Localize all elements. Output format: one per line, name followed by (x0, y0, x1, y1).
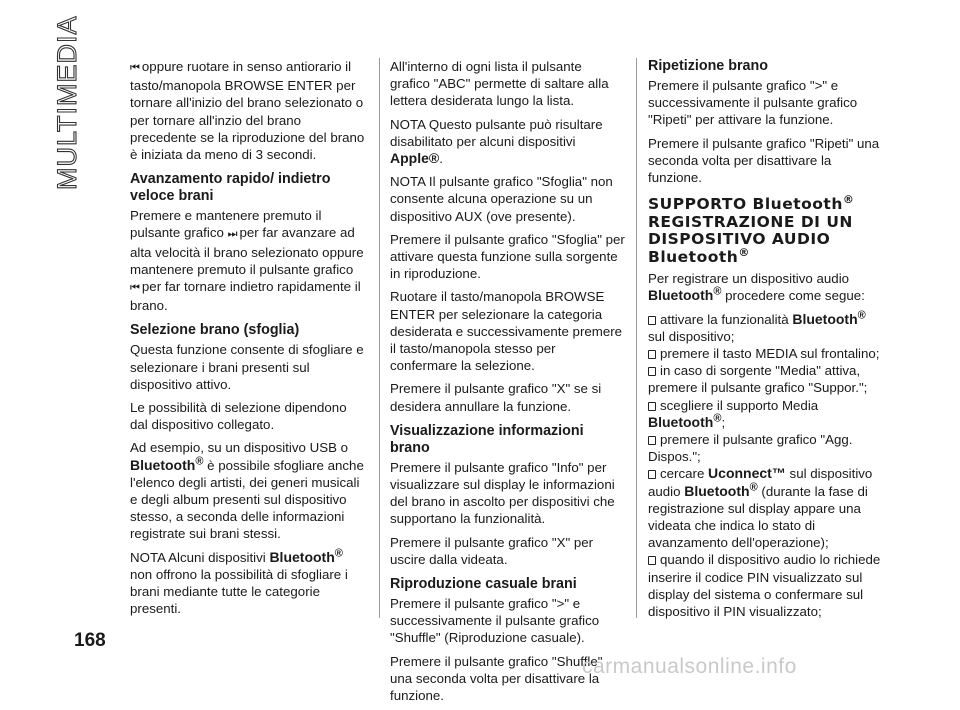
column-3 (648, 58, 883, 620)
list-item: quando il dispositivo audio lo richiede inserire il codice PIN visualizzato sul display del sistema o confermare sul dispositivo il PIN visualizzato; (648, 552, 881, 620)
list-item: premere il pulsante grafico "Agg. Dispos."; (648, 432, 853, 465)
list-item: premere il tasto MEDIA sul frontalino; (648, 345, 883, 362)
heading-repeat: Ripetizione brano (648, 58, 768, 74)
bluetooth-brand: Bluetooth (648, 287, 714, 304)
page-number: 168 (74, 630, 106, 651)
paragraph: All'interno di ogni lista il pulsante grafico "ABC" permette di saltare alla lettera desiderata lungo la lista. (390, 59, 609, 109)
skip-next-icon: ⏭ (227, 228, 236, 241)
bluetooth-brand: Bluetooth (269, 548, 335, 565)
paragraph: NOTA Il pulsante grafico "Sfoglia" non consente alcuna operazione su un dispositivo AUX (ove presente). (390, 174, 613, 224)
heading-bluetooth-support: SUPPORTO Bluetooth® REGISTRAZIONE DI UN DISPOSITIVO AUDIO Bluetooth® (648, 193, 855, 266)
column-divider (379, 58, 380, 618)
paragraph: Questa funzione consente di sfogliare e selezionare i brani presenti sul dispositivo attivo. (130, 342, 364, 392)
paragraph: Premere il pulsante grafico ">" e successivamente il pulsante grafico "Ripeti" per attivare la funzione. (648, 78, 858, 128)
paragraph: NOTA Alcuni dispositivi Bluetooth® non offrono la possibilità di sfogliare i brani mediante tutte le categorie presenti. (130, 547, 348, 617)
list-item: scegliere il supporto Media Bluetooth®; (648, 397, 819, 430)
bluetooth-brand: Bluetooth (130, 456, 196, 473)
checkbox-bullet-icon (648, 470, 656, 479)
skip-previous-icon: ⏮ (130, 62, 138, 74)
paragraph: Premere il pulsante grafico "Sfoglia" per attivare questa funzione sulla sorgente in riproduzione. (390, 231, 625, 282)
checkbox-bullet-icon (648, 436, 656, 445)
uconnect-brand: Uconnect™ (708, 465, 786, 482)
paragraph: NOTA Questo pulsante può risultare disabilitato per alcuni dispositivi Apple®. (390, 116, 603, 167)
paragraph: Le possibilità di selezione dipendono dal dispositivo collegato. (130, 400, 347, 433)
paragraph: ⏮ oppure ruotare in senso antiorario il tasto/manopola BROWSE ENTER per tornare all'inizio del brano selezionato o per tornare all'inzio del brano precedente se la riproduzione del brano è iniziata da meno di 3 secondi. (130, 59, 365, 163)
heading-shuffle: Riproduzione casuale brani (390, 576, 577, 593)
checkbox-bullet-icon (648, 350, 656, 359)
heading-track-info: Visualizzazione informazioni brano (390, 422, 584, 456)
bluetooth-brand: Bluetooth (792, 310, 858, 327)
paragraph: Ruotare il tasto/manopola BROWSE ENTER per selezionare la categoria desiderata e successivamente premere il tasto/manopola stesso per confermare la selezione. (390, 289, 623, 374)
list-item: cercare Uconnect™ sul dispositivo audio Bluetooth® (durante la fase di registrazione sul display appare una videata che indica lo stato di avanzamento dell'operazione); (648, 465, 873, 551)
column-2 (390, 58, 625, 710)
list-item: attivare la funzionalità Bluetooth® sul dispositivo; (648, 309, 866, 344)
heading-fast-forward: Avanzamento rapido/ indietro veloce brani (130, 171, 331, 205)
section-label: MULTIMEDIA (52, 15, 82, 190)
watermark: carmanualsonline.info (582, 655, 797, 678)
checkbox-bullet-icon (648, 367, 656, 376)
bluetooth-brand: Bluetooth (684, 482, 750, 499)
checkbox-bullet-icon (648, 556, 656, 565)
paragraph: Premere il pulsante grafico "Info" per visualizzare sul display le informazioni del brano in ascolto per dispositivi che supportano la funzionalità. (390, 459, 615, 527)
heading-track-browse: Selezione brano (sfoglia) (130, 322, 300, 339)
paragraph: Premere e mantenere premuto il pulsante grafico ⏭ per far avanzare ad alta velocità il brano selezionato oppure mantenere premuto il pulsante grafico ⏮ per far tornare indietro rapidamente il brano. (130, 208, 364, 314)
apple-brand: Apple® (390, 150, 440, 167)
list-item: in caso di sorgente "Media" attiva, premere il pulsante grafico "Suppor."; (648, 363, 868, 396)
bluetooth-brand: Bluetooth (648, 413, 714, 430)
paragraph: Premere il pulsante grafico "Ripeti" una seconda volta per disattivare la funzione. (648, 135, 880, 186)
paragraph: Premere il pulsante grafico "X" se si desidera annullare la funzione. (390, 381, 602, 414)
paragraph: Ad esempio, su un dispositivo USB o Bluetooth® è possibile sfogliare anche l'elenco degli artisti, dei generi musicali e degli album presenti sul dispositivo stesso, a seconda delle informazioni registrate sui brani stessi. (130, 440, 364, 542)
column-divider (636, 58, 637, 618)
checkbox-bullet-icon (648, 402, 656, 411)
paragraph: Premere il pulsante grafico "X" per uscire dalla videata. (390, 534, 594, 567)
column-1 (130, 58, 365, 623)
paragraph: Per registrare un dispositivo audio Bluetooth® procedere come segue: (648, 271, 865, 304)
skip-previous-icon: ⏮ (130, 282, 138, 295)
checkbox-bullet-icon (648, 316, 656, 325)
paragraph: Premere il pulsante grafico ">" e successivamente il pulsante grafico "Shuffle" (Riproduzione casuale). (390, 596, 600, 646)
paragraph: Premere il pulsante grafico "Shuffle" una seconda volta per disattivare la funzione. (390, 653, 603, 704)
